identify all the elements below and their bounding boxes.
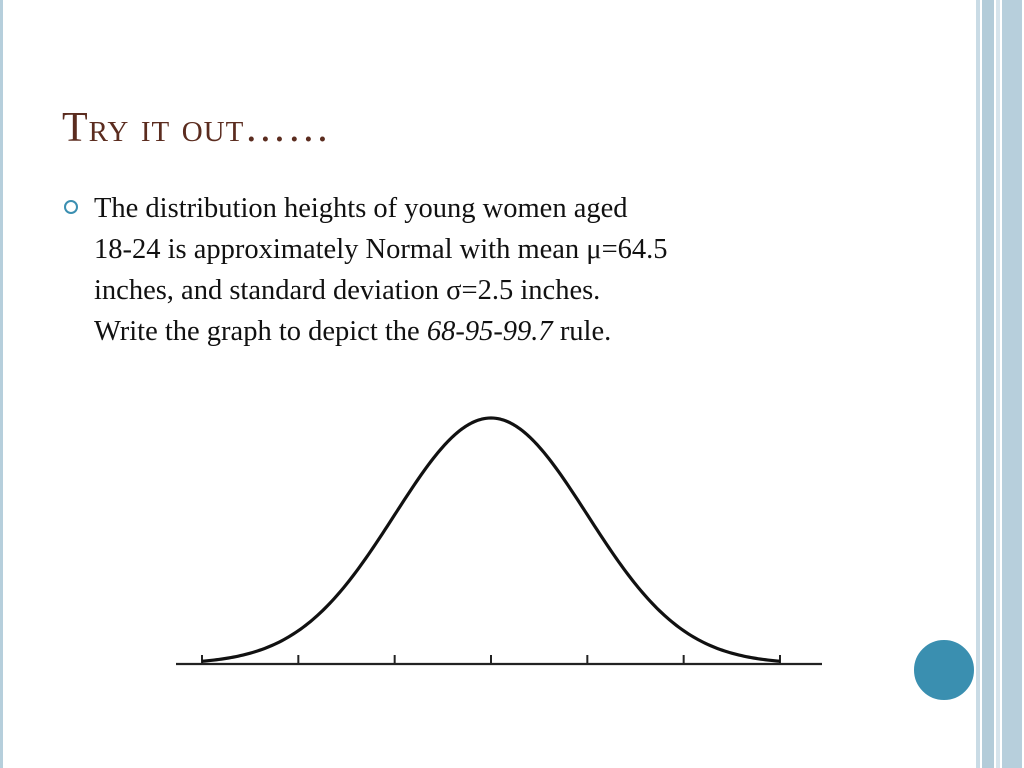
stripe [1002,0,1022,768]
next-slide-button[interactable] [912,638,976,702]
bullet-text-main: The distribution heights of young women aged 18-24 is approximately Normal with mean μ=64.5 inches, and standard deviation σ=2.5 inches. Write the graph to depict the [94,193,668,347]
bell-curve [202,418,780,661]
bullet-text [94,188,668,352]
stripe [996,0,1000,768]
stripe [976,0,980,768]
stripe [982,0,994,768]
rule-emphasis: 68-95-99.7 [426,316,553,347]
slide-title: Try it out…… [62,105,331,151]
bullet-text-end: rule. [552,316,612,347]
right-decorative-stripes [976,0,1024,768]
ring-bullet-icon [64,200,78,214]
left-border [0,0,8,768]
normal-curve-chart [172,408,828,672]
tick-group [202,655,780,664]
bullet-item [64,188,894,352]
